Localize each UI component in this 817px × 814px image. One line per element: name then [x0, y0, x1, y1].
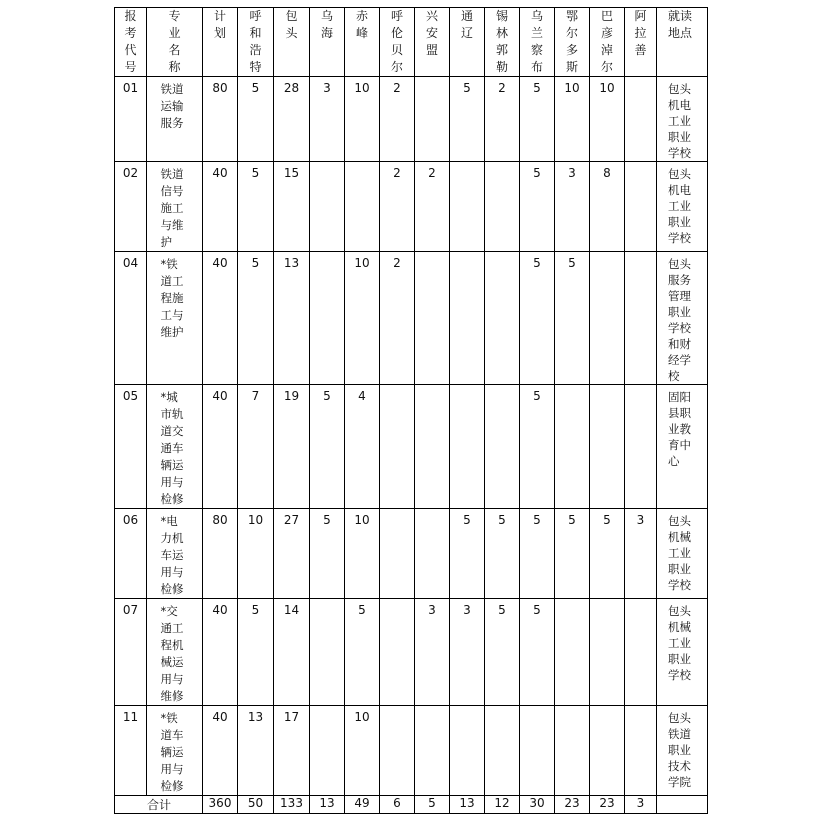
- total-row: [115, 796, 708, 814]
- region-count: [590, 252, 624, 256]
- region-count-cell: [380, 599, 415, 706]
- plan-value: 40: [212, 710, 228, 724]
- code-value: 07: [122, 603, 139, 617]
- region-count: 10: [354, 513, 370, 527]
- region-count-cell: [345, 162, 380, 252]
- region-count-cell: [274, 162, 310, 252]
- header-label: 就读地点: [668, 9, 693, 40]
- table-row: [115, 599, 708, 706]
- region-count: 2: [393, 256, 401, 270]
- school-location: 包头机电工业职业学校: [668, 82, 691, 160]
- region-count-cell: [590, 599, 625, 706]
- region-count-cell: [238, 509, 274, 599]
- region-count-cell: [520, 599, 555, 706]
- region-count: 10: [599, 81, 615, 95]
- region-count: 5: [463, 81, 471, 95]
- total-region-count: 6: [393, 796, 401, 810]
- region-count: [625, 706, 656, 710]
- total-region-cell: [238, 796, 274, 814]
- region-count-cell: [345, 77, 380, 162]
- region-count: 5: [498, 603, 506, 617]
- region-count: [590, 706, 624, 710]
- code-value: 05: [122, 389, 139, 403]
- school-location: 包头铁道职业技术学院: [668, 711, 691, 789]
- region-count: [450, 252, 484, 256]
- region-count-cell: [450, 77, 485, 162]
- major-name: 铁道运输服务: [160, 82, 184, 130]
- region-count-cell: [590, 509, 625, 599]
- region-count: 19: [283, 389, 300, 403]
- location-cell: [657, 599, 708, 706]
- total-region-count: 12: [494, 796, 510, 810]
- region-count-cell: [274, 509, 310, 599]
- header-cell: [345, 8, 380, 77]
- region-count-cell: [238, 77, 274, 162]
- code-cell: [115, 77, 147, 162]
- location-cell: [657, 162, 708, 252]
- region-count: [415, 77, 449, 81]
- region-count-cell: [555, 706, 590, 796]
- region-count-cell: [415, 706, 450, 796]
- school-location: 包头机电工业职业学校: [668, 167, 691, 245]
- region-count-cell: [590, 162, 625, 252]
- region-count-cell: [415, 599, 450, 706]
- region-count-cell: [590, 706, 625, 796]
- region-count-cell: [345, 599, 380, 706]
- table-row: [115, 509, 708, 599]
- region-count-cell: [415, 162, 450, 252]
- region-count-cell: [485, 509, 520, 599]
- header-label: 包头: [285, 9, 298, 40]
- header-label: 报考代号: [124, 9, 137, 74]
- header-label: 阿拉善: [634, 9, 647, 57]
- header-cell: [485, 8, 520, 77]
- total-region-cell: [590, 796, 625, 814]
- plan-cell: [203, 162, 238, 252]
- header-label: 呼和浩特: [249, 9, 262, 74]
- region-count-cell: [520, 509, 555, 599]
- region-count: 28: [283, 81, 300, 95]
- region-count-cell: [274, 385, 310, 509]
- region-count: [520, 706, 554, 710]
- region-count-cell: [345, 252, 380, 385]
- region-count-cell: [380, 252, 415, 385]
- region-count-cell: [274, 77, 310, 162]
- region-count-cell: [555, 162, 590, 252]
- region-count-cell: [310, 706, 345, 796]
- region-count-cell: [380, 77, 415, 162]
- region-count-cell: [310, 162, 345, 252]
- region-count-cell: [415, 509, 450, 599]
- total-plan-cell: [203, 796, 238, 814]
- region-count-cell: [345, 385, 380, 509]
- header-cell: [274, 8, 310, 77]
- region-count: [485, 252, 519, 256]
- major-name: *电力机车运用与检修: [160, 514, 184, 596]
- total-region-count: 5: [428, 796, 436, 810]
- total-region-cell: [485, 796, 520, 814]
- region-count: [625, 599, 656, 603]
- location-cell: [657, 706, 708, 796]
- code-cell: [115, 599, 147, 706]
- region-count: [625, 252, 656, 256]
- region-count: [415, 706, 449, 710]
- region-count-cell: [590, 252, 625, 385]
- school-location: 包头机械工业职业学校: [668, 514, 691, 592]
- region-count: 2: [393, 166, 401, 180]
- region-count: 13: [247, 710, 264, 724]
- region-count-cell: [520, 385, 555, 509]
- enrollment-plan-table: [114, 7, 708, 814]
- region-count-cell: [450, 706, 485, 796]
- region-count: 5: [533, 166, 541, 180]
- region-count-cell: [555, 252, 590, 385]
- major-name: *城市轨道交通车辆运用与检修: [160, 390, 184, 506]
- region-count-cell: [625, 706, 657, 796]
- region-count: [415, 509, 449, 513]
- region-count: [310, 162, 344, 166]
- code-cell: [115, 706, 147, 796]
- header-cell: [555, 8, 590, 77]
- region-count-cell: [625, 509, 657, 599]
- region-count-cell: [485, 706, 520, 796]
- location-cell: [657, 252, 708, 385]
- region-count-cell: [238, 706, 274, 796]
- plan-cell: [203, 385, 238, 509]
- region-count-cell: [238, 162, 274, 252]
- region-count: [380, 385, 414, 389]
- region-count: 5: [323, 513, 331, 527]
- plan-value: 40: [212, 256, 228, 270]
- total-label: 合计: [147, 798, 172, 812]
- region-count: 5: [498, 513, 506, 527]
- region-count: 4: [358, 389, 366, 403]
- region-count-cell: [310, 385, 345, 509]
- header-label: 兴安盟: [425, 9, 438, 57]
- region-count: 13: [283, 256, 300, 270]
- table-row: [115, 162, 708, 252]
- total-region-count: 23: [564, 796, 580, 810]
- code-value: 02: [122, 166, 139, 180]
- header-label: 通辽: [460, 9, 473, 40]
- region-count: [450, 385, 484, 389]
- region-count-cell: [310, 599, 345, 706]
- total-region-count: 23: [599, 796, 615, 810]
- major-cell: [147, 77, 203, 162]
- total-region-count: 133: [280, 796, 303, 810]
- region-count-cell: [310, 252, 345, 385]
- header-cell: [310, 8, 345, 77]
- header-label: 赤峰: [355, 9, 368, 40]
- header-cell: [147, 8, 203, 77]
- region-count: 2: [393, 81, 401, 95]
- header-cell: [657, 8, 708, 77]
- region-count: 2: [498, 81, 506, 95]
- header-cell: [625, 8, 657, 77]
- total-region-count: 49: [354, 796, 370, 810]
- plan-value: 80: [212, 81, 228, 95]
- region-count-cell: [485, 252, 520, 385]
- region-count: [380, 509, 414, 513]
- plan-cell: [203, 77, 238, 162]
- region-count: [415, 385, 449, 389]
- region-count-cell: [485, 77, 520, 162]
- total-region-cell: [625, 796, 657, 814]
- region-count: 5: [533, 81, 541, 95]
- region-count: 5: [323, 389, 331, 403]
- plan-value: 40: [212, 389, 228, 403]
- region-count: 5: [251, 166, 260, 180]
- region-count-cell: [555, 385, 590, 509]
- location-cell: [657, 509, 708, 599]
- plan-value: 80: [212, 513, 228, 527]
- major-cell: [147, 162, 203, 252]
- total-region-cell: [555, 796, 590, 814]
- major-name: *铁道工程施工与维护: [160, 257, 184, 339]
- header-label: 计划: [213, 9, 226, 40]
- region-count-cell: [415, 77, 450, 162]
- region-count: [415, 252, 449, 256]
- region-count: 5: [251, 256, 260, 270]
- total-location-cell: [657, 796, 708, 814]
- region-count: [485, 706, 519, 710]
- header-cell: [415, 8, 450, 77]
- header-label: 锡林郭勒: [495, 9, 508, 74]
- major-name: *交通工程机械运用与维修: [160, 604, 184, 703]
- region-count-cell: [520, 706, 555, 796]
- region-count: 5: [568, 513, 576, 527]
- region-count-cell: [590, 77, 625, 162]
- header-label: 巴彦淖尔: [600, 9, 613, 74]
- region-count: 10: [354, 256, 370, 270]
- code-cell: [115, 509, 147, 599]
- region-count-cell: [345, 706, 380, 796]
- table-row: [115, 385, 708, 509]
- header-cell: [520, 8, 555, 77]
- header-cell: [590, 8, 625, 77]
- region-count-cell: [590, 385, 625, 509]
- region-count-cell: [520, 162, 555, 252]
- region-count: 5: [533, 389, 541, 403]
- major-cell: [147, 706, 203, 796]
- region-count: [590, 385, 624, 389]
- total-region-cell: [310, 796, 345, 814]
- code-cell: [115, 162, 147, 252]
- region-count-cell: [450, 162, 485, 252]
- plan-value: 40: [212, 603, 228, 617]
- region-count: 10: [354, 81, 370, 95]
- header-label: 专业名称: [168, 9, 181, 74]
- plan-value: 40: [212, 166, 228, 180]
- major-name: 铁道信号施工与维护: [160, 167, 184, 249]
- region-count: 3: [636, 513, 645, 527]
- region-count-cell: [238, 385, 274, 509]
- region-count-cell: [555, 599, 590, 706]
- region-count-cell: [450, 599, 485, 706]
- region-count: 2: [428, 166, 436, 180]
- region-count: 3: [323, 81, 331, 95]
- region-count-cell: [625, 385, 657, 509]
- region-count: [555, 599, 589, 603]
- region-count-cell: [450, 252, 485, 385]
- major-cell: [147, 599, 203, 706]
- header-cell: [115, 8, 147, 77]
- plan-cell: [203, 706, 238, 796]
- region-count: 10: [247, 513, 264, 527]
- region-count: 5: [603, 513, 611, 527]
- total-label-cell: [115, 796, 203, 814]
- major-cell: [147, 252, 203, 385]
- region-count-cell: [380, 509, 415, 599]
- region-count-cell: [380, 706, 415, 796]
- total-region-count: 13: [459, 796, 475, 810]
- region-count-cell: [310, 77, 345, 162]
- total-region-cell: [520, 796, 555, 814]
- region-count: 3: [463, 603, 471, 617]
- region-count: 5: [568, 256, 576, 270]
- header-cell: [450, 8, 485, 77]
- total-region-count: 13: [319, 796, 335, 810]
- region-count: [380, 599, 414, 603]
- region-count: [555, 706, 589, 710]
- region-count-cell: [274, 599, 310, 706]
- plan-cell: [203, 252, 238, 385]
- code-cell: [115, 385, 147, 509]
- header-cell: [380, 8, 415, 77]
- region-count-cell: [485, 162, 520, 252]
- total-region-cell: [345, 796, 380, 814]
- region-count-cell: [555, 77, 590, 162]
- table-row: [115, 252, 708, 385]
- region-count-cell: [274, 706, 310, 796]
- school-location: 包头服务管理职业学校和财经学校: [668, 257, 691, 383]
- region-count-cell: [555, 509, 590, 599]
- region-count-cell: [415, 252, 450, 385]
- code-cell: [115, 252, 147, 385]
- school-location: 固阳县职业教育中心: [668, 390, 691, 468]
- region-count-cell: [450, 385, 485, 509]
- total-region-count: 3: [636, 796, 645, 810]
- region-count: 3: [568, 166, 576, 180]
- header-cell: [238, 8, 274, 77]
- region-count-cell: [520, 252, 555, 385]
- region-count: 5: [358, 603, 366, 617]
- region-count: 15: [283, 166, 300, 180]
- header-cell: [203, 8, 238, 77]
- region-count: 5: [251, 81, 260, 95]
- region-count-cell: [380, 162, 415, 252]
- table-row: [115, 706, 708, 796]
- region-count: [625, 77, 656, 81]
- region-count-cell: [625, 162, 657, 252]
- region-count: [345, 162, 379, 166]
- region-count: 27: [283, 513, 300, 527]
- plan-cell: [203, 599, 238, 706]
- header-label: 呼伦贝尔: [390, 9, 403, 74]
- region-count: [450, 706, 484, 710]
- region-count-cell: [520, 77, 555, 162]
- total-plan: 360: [208, 796, 232, 810]
- plan-cell: [203, 509, 238, 599]
- region-count: 5: [463, 513, 471, 527]
- table-row: [115, 77, 708, 162]
- code-value: 06: [122, 513, 139, 527]
- region-count: 14: [283, 603, 300, 617]
- header-row: [115, 8, 708, 77]
- region-count-cell: [238, 599, 274, 706]
- region-count-cell: [310, 509, 345, 599]
- region-count: 5: [251, 603, 260, 617]
- region-count: 7: [251, 389, 260, 403]
- region-count-cell: [274, 252, 310, 385]
- region-count: 3: [428, 603, 436, 617]
- region-count-cell: [625, 599, 657, 706]
- code-value: 04: [122, 256, 139, 270]
- code-value: 01: [122, 81, 139, 95]
- region-count: [485, 385, 519, 389]
- region-count: [450, 162, 484, 166]
- school-location: 包头机械工业职业学校: [668, 604, 691, 682]
- major-cell: [147, 385, 203, 509]
- total-region-cell: [415, 796, 450, 814]
- region-count: 10: [564, 81, 580, 95]
- region-count: [310, 252, 344, 256]
- region-count-cell: [345, 509, 380, 599]
- region-count-cell: [380, 385, 415, 509]
- header-label: 乌海: [320, 9, 333, 40]
- region-count: 17: [283, 710, 300, 724]
- region-count-cell: [450, 509, 485, 599]
- region-count-cell: [625, 252, 657, 385]
- total-region-cell: [274, 796, 310, 814]
- region-count-cell: [485, 599, 520, 706]
- region-count: 5: [533, 256, 541, 270]
- region-count: [625, 385, 656, 389]
- region-count: [380, 706, 414, 710]
- total-region-cell: [450, 796, 485, 814]
- region-count: [590, 599, 624, 603]
- region-count-cell: [415, 385, 450, 509]
- total-region-count: 50: [247, 796, 264, 810]
- region-count-cell: [238, 252, 274, 385]
- region-count: 5: [533, 513, 541, 527]
- region-count: [310, 599, 344, 603]
- region-count: 10: [354, 710, 370, 724]
- code-value: 11: [122, 710, 139, 724]
- total-region-count: 30: [529, 796, 545, 810]
- region-count: 8: [603, 166, 611, 180]
- region-count: [555, 385, 589, 389]
- region-count: 5: [533, 603, 541, 617]
- region-count-cell: [485, 385, 520, 509]
- region-count: [485, 162, 519, 166]
- location-cell: [657, 385, 708, 509]
- region-count: [310, 706, 344, 710]
- total-region-cell: [380, 796, 415, 814]
- header-label: 鄂尔多斯: [565, 9, 578, 74]
- major-name: *铁道车辆运用与检修: [160, 711, 184, 793]
- location-cell: [657, 77, 708, 162]
- region-count-cell: [625, 77, 657, 162]
- major-cell: [147, 509, 203, 599]
- region-count: [625, 162, 656, 166]
- header-label: 乌兰察布: [530, 9, 543, 74]
